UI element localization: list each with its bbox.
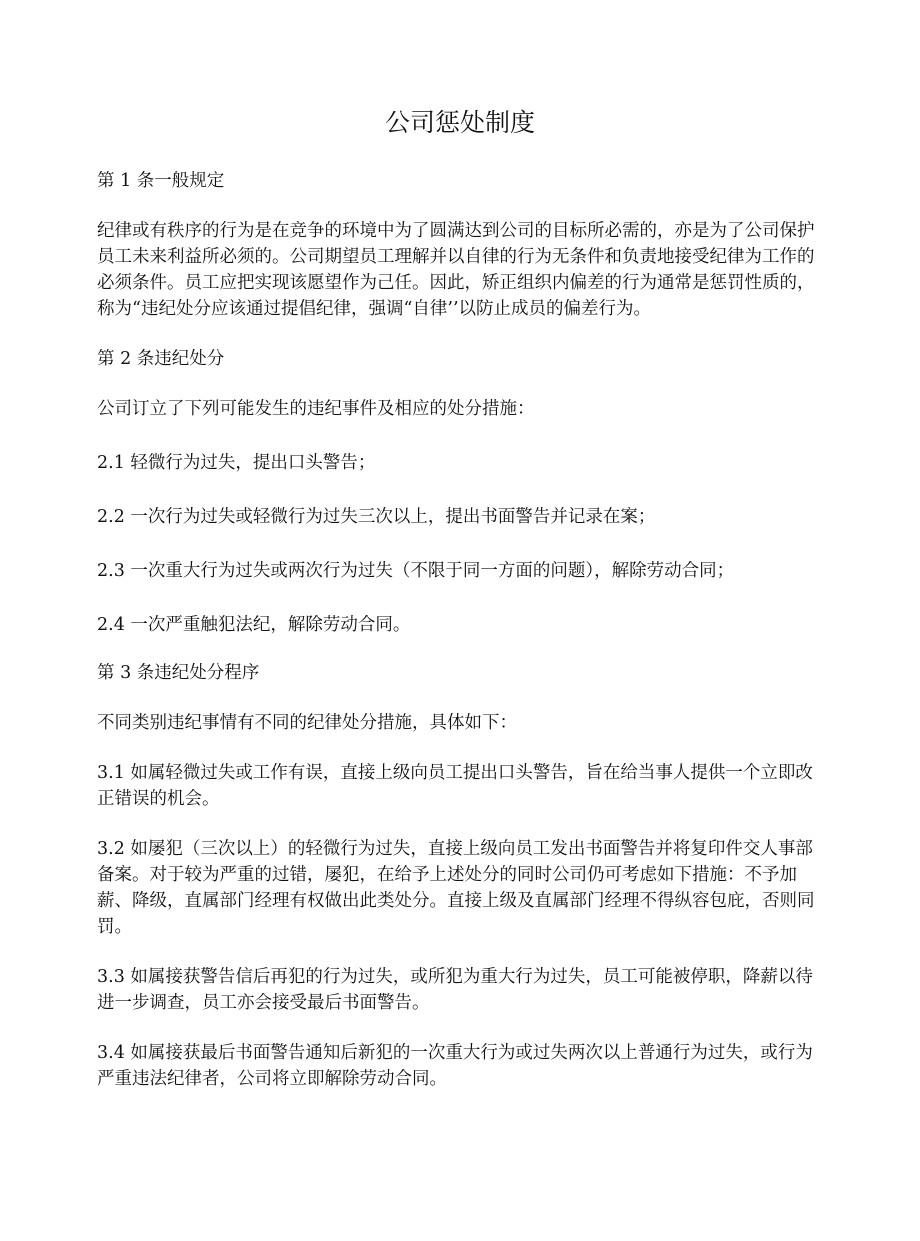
section-2-item-3: 2.3 一次重大行为过失或两次行为过失（不限于同一方面的问题），解除劳动合同； xyxy=(97,561,735,581)
section-3-heading: 第 3 条违纪处分程序 xyxy=(97,663,260,683)
section-3-item-4: 3.4 如属接获最后书面警告通知后新犯的一次重大行为或过失两次以上普通行为过失，或行为严重违法纪律者，公司将立即解除劳动合同。 xyxy=(97,1043,813,1089)
section-2-item-1: 2.1 轻微行为过失，提出口头警告； xyxy=(97,453,376,473)
section-1-paragraph: 纪律或有秩序的行为是在竞争的环境中为了圆满达到公司的目标所必需的，亦是为了公司保护员工未来利益所必须的。公司期望员工理解并以自律的行为无条件和负责地接受纪律为工作的必须条件。员工应把实现该愿望作为己任。因此，矫正组织内偏差的行为通常是惩罚性质的，称为“违纪处分应该通过提倡纪律，强调“自律’’以防止成员的偏差行为。 xyxy=(97,221,815,319)
section-3-item-2: 3.2 如屡犯（三次以上）的轻微行为过失，直接上级向员工发出书面警告并将复印件交人事部备案。对于较为严重的过错，屡犯，在给予上述处分的同时公司仍可考虑如下措施：不予加薪、降级，直属部门经理有权做出此类处分。直接上级及直属部门经理不得纵容包庇，否则同罚。 xyxy=(97,839,815,937)
document-title: 公司惩处制度 xyxy=(384,108,535,137)
section-2-heading: 第 2 条违纪处分 xyxy=(97,349,225,369)
section-3-item-1: 3.1 如属轻微过失或工作有误，直接上级向员工提出口头警告，旨在给当事人提供一个立即改正错误的机会。 xyxy=(97,763,813,809)
section-1-heading: 第 1 条一般规定 xyxy=(97,171,225,191)
section-2-item-2: 2.2 一次行为过失或轻微行为过失三次以上，提出书面警告并记录在案； xyxy=(97,507,656,527)
section-3-intro: 不同类别违纪事情有不同的纪律处分措施，具体如下： xyxy=(97,713,517,733)
section-2-intro: 公司订立了下列可能发生的违纪事件及相应的处分措施： xyxy=(97,399,535,419)
section-3-item-3: 3.3 如属接获警告信后再犯的行为过失，或所犯为重大行为过失，员工可能被停职，降薪以待进一步调查，员工亦会接受最后书面警告。 xyxy=(97,967,813,1013)
section-2-item-4: 2.4 一次严重触犯法纪，解除劳动合同。 xyxy=(97,615,411,635)
